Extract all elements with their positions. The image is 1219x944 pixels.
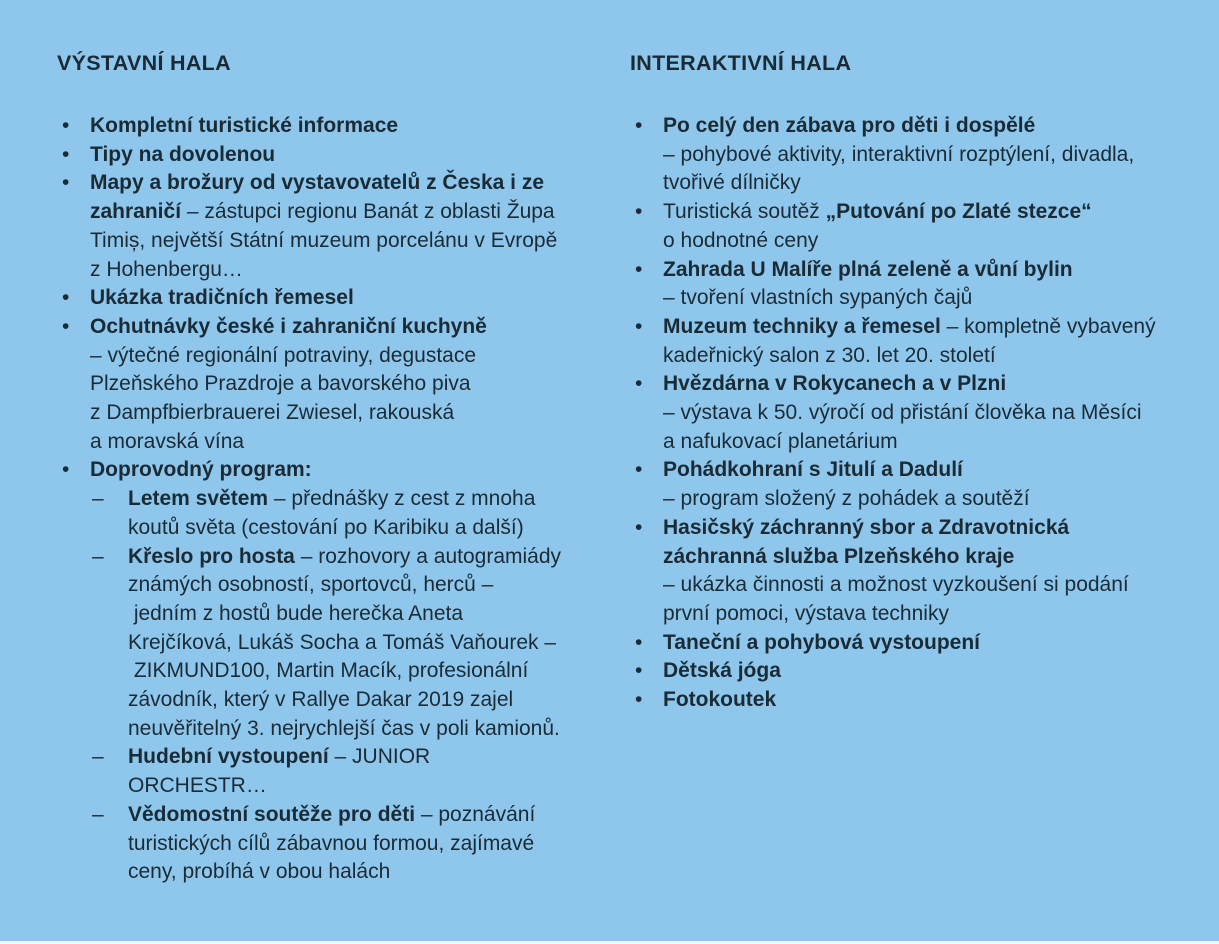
list-item-text	[90, 456, 562, 485]
item-title-segment: Křeslo pro hosta	[128, 544, 295, 568]
list-item	[630, 256, 1175, 313]
item-title-segment: Po celý den zábava pro děti i dospělé	[663, 114, 1036, 137]
list-item-text	[90, 141, 562, 170]
list-item-text	[663, 112, 1175, 198]
list-item-text	[90, 313, 562, 457]
item-title-segment: Dětská jóga	[663, 659, 781, 683]
list-item	[630, 112, 1175, 198]
section-interaktivni-hala	[630, 50, 1175, 715]
item-description-segment: – výstava k 50. výročí od přistání člověka na Měsíci a nafukovací planetárium	[663, 401, 1142, 453]
item-description-segment: – přednášky z cest z mnoha koutů světa (cestování po Karibiku a další)	[128, 487, 536, 539]
list-item	[57, 543, 562, 744]
item-title-segment: Ochutnávky české i zahraniční kuchyně	[90, 314, 487, 338]
dash-marker: –	[92, 745, 104, 769]
item-title-segment: „Putování po Zlaté stezce“	[825, 200, 1092, 224]
item-title-segment: Pohádkohraní s Jitulí a Dadulí	[663, 458, 963, 482]
list-item-text	[128, 801, 562, 887]
item-description-segment: Turistická soutěž	[663, 200, 826, 224]
list-item	[630, 370, 1175, 456]
list-item	[630, 313, 1175, 370]
list-item	[630, 514, 1175, 629]
item-title-segment: Tipy na dovolenou	[90, 142, 276, 166]
bullet-marker: •	[635, 200, 643, 224]
list-item-text	[663, 629, 1175, 658]
list-item	[57, 801, 562, 887]
list-item	[57, 169, 562, 284]
bullet-marker: •	[635, 257, 643, 281]
dash-marker: –	[92, 544, 104, 568]
list-item-text	[128, 743, 562, 800]
list-item	[630, 657, 1175, 686]
section-vystavni-hala	[57, 50, 562, 887]
item-description-segment: – kompletně vybavený kadeřnický salon z 30. let 20. století	[663, 314, 1156, 367]
page-title-vystavni-hala: VÝSTAVNÍ HALA	[57, 51, 231, 75]
list-item-text	[128, 543, 562, 744]
list-item-text	[663, 686, 1175, 715]
bullet-list-interaktivni-hala	[630, 112, 1175, 715]
list-item	[630, 198, 1175, 255]
item-title-segment: Muzeum techniky a řemesel	[663, 314, 941, 338]
bullet-marker: •	[635, 372, 643, 396]
page-title-interaktivni-hala: INTERAKTIVNÍ HALA	[630, 51, 852, 75]
bullet-marker: •	[62, 171, 70, 195]
list-item	[630, 686, 1175, 715]
item-description-segment: – zástupci regionu Banát z oblasti Župa Timiș, největší Státní muzeum porcelánu v Evropě z Hohenbergu…	[90, 200, 558, 281]
bullet-marker: •	[635, 688, 643, 712]
list-item-text	[663, 313, 1175, 370]
item-description-segment: – pohybové aktivity, interaktivní rozptýlení, divadla, tvořivé dílničky	[663, 142, 1135, 195]
bullet-marker: •	[635, 114, 643, 137]
list-item	[57, 456, 562, 485]
item-title-segment: Zahrada U Malíře plná zeleně a vůní bylin	[663, 257, 1073, 281]
item-description-segment: – program složený z pohádek a soutěží	[663, 487, 1030, 511]
bullet-marker: •	[62, 286, 70, 310]
item-title-segment: Doprovodný program:	[90, 458, 312, 482]
item-title-segment: Hvězdárna v Rokycanech a v Plzni	[663, 372, 1007, 396]
item-title-segment: Ukázka tradičních řemesel	[90, 286, 354, 310]
list-item-text	[90, 112, 562, 141]
item-title-segment: Mapy a brožury od vystavovatelů z Česka i ze zahraničí	[90, 171, 545, 224]
bullet-marker: •	[62, 314, 70, 338]
list-item	[630, 456, 1175, 513]
list-item	[57, 112, 562, 141]
list-item-text	[90, 169, 562, 284]
list-item-text	[128, 485, 562, 542]
item-description-segment: – JUNIOR ORCHESTR…	[128, 745, 431, 798]
list-item-text	[663, 256, 1175, 313]
bullet-marker: •	[62, 458, 70, 482]
bullet-list-vystavni-hala	[57, 112, 562, 887]
list-item	[630, 629, 1175, 658]
item-title-segment: Hasičský záchranný sbor a Zdravotnická záchranná služba Plzeňského kraje	[663, 515, 1070, 568]
list-item	[57, 743, 562, 800]
item-title-segment: Hudební vystoupení	[128, 745, 329, 769]
list-item	[57, 485, 562, 542]
list-item-text	[90, 284, 562, 313]
bullet-marker: •	[62, 114, 70, 137]
item-title-segment: Letem světem	[128, 487, 269, 511]
bullet-marker: •	[62, 142, 70, 166]
item-description-segment: – rozhovory a autogramiády známých osobností, sportovců, herců – jedním z hostů bude herečka Aneta Krejčíková, Lukáš Socha a Tomáš Vaňourek – ZIKMUND100, Martin Macík, profesionální závodník, který v Rallye Dakar 2019 zajel neuvěřitelný 3. nejrychlejší čas v poli kamionů.	[128, 544, 562, 740]
bullet-marker: •	[635, 630, 643, 654]
bullet-marker: •	[635, 458, 643, 482]
item-description-segment: – tvoření vlastních sypaných čajů	[663, 286, 973, 310]
item-description-segment: – výtečné regionální potraviny, degustace Plzeňského Prazdroje a bavorského piva z Dampfbierbrauerei Zwiesel, rakouská a moravská vína	[90, 343, 477, 453]
list-item-text	[663, 198, 1175, 255]
item-title-segment: Taneční a pohybová vystoupení	[663, 630, 981, 654]
item-description-segment: o hodnotné ceny	[663, 228, 819, 252]
bullet-marker: •	[635, 314, 643, 338]
bullet-marker: •	[635, 515, 643, 539]
item-description-segment: – poznávání turistických cílů zábavnou formou, zajímavé ceny, probíhá v obou halách	[128, 802, 536, 884]
item-description-segment: – ukázka činnosti a možnost vyzkoušení si podání první pomoci, výstava techniky	[663, 573, 1129, 625]
item-title-segment: Fotokoutek	[663, 688, 777, 712]
list-item	[57, 313, 562, 457]
list-item	[57, 141, 562, 170]
list-item-text	[663, 456, 1175, 513]
list-item-text	[663, 514, 1175, 629]
list-item	[57, 284, 562, 313]
dash-marker: –	[92, 802, 104, 826]
dash-marker: –	[92, 487, 104, 511]
list-item-text	[663, 657, 1175, 686]
item-title-segment: Vědomostní soutěže pro děti	[128, 802, 416, 826]
list-item-text	[663, 370, 1175, 456]
bullet-marker: •	[635, 659, 643, 683]
item-title-segment: Kompletní turistické informace	[90, 114, 399, 137]
